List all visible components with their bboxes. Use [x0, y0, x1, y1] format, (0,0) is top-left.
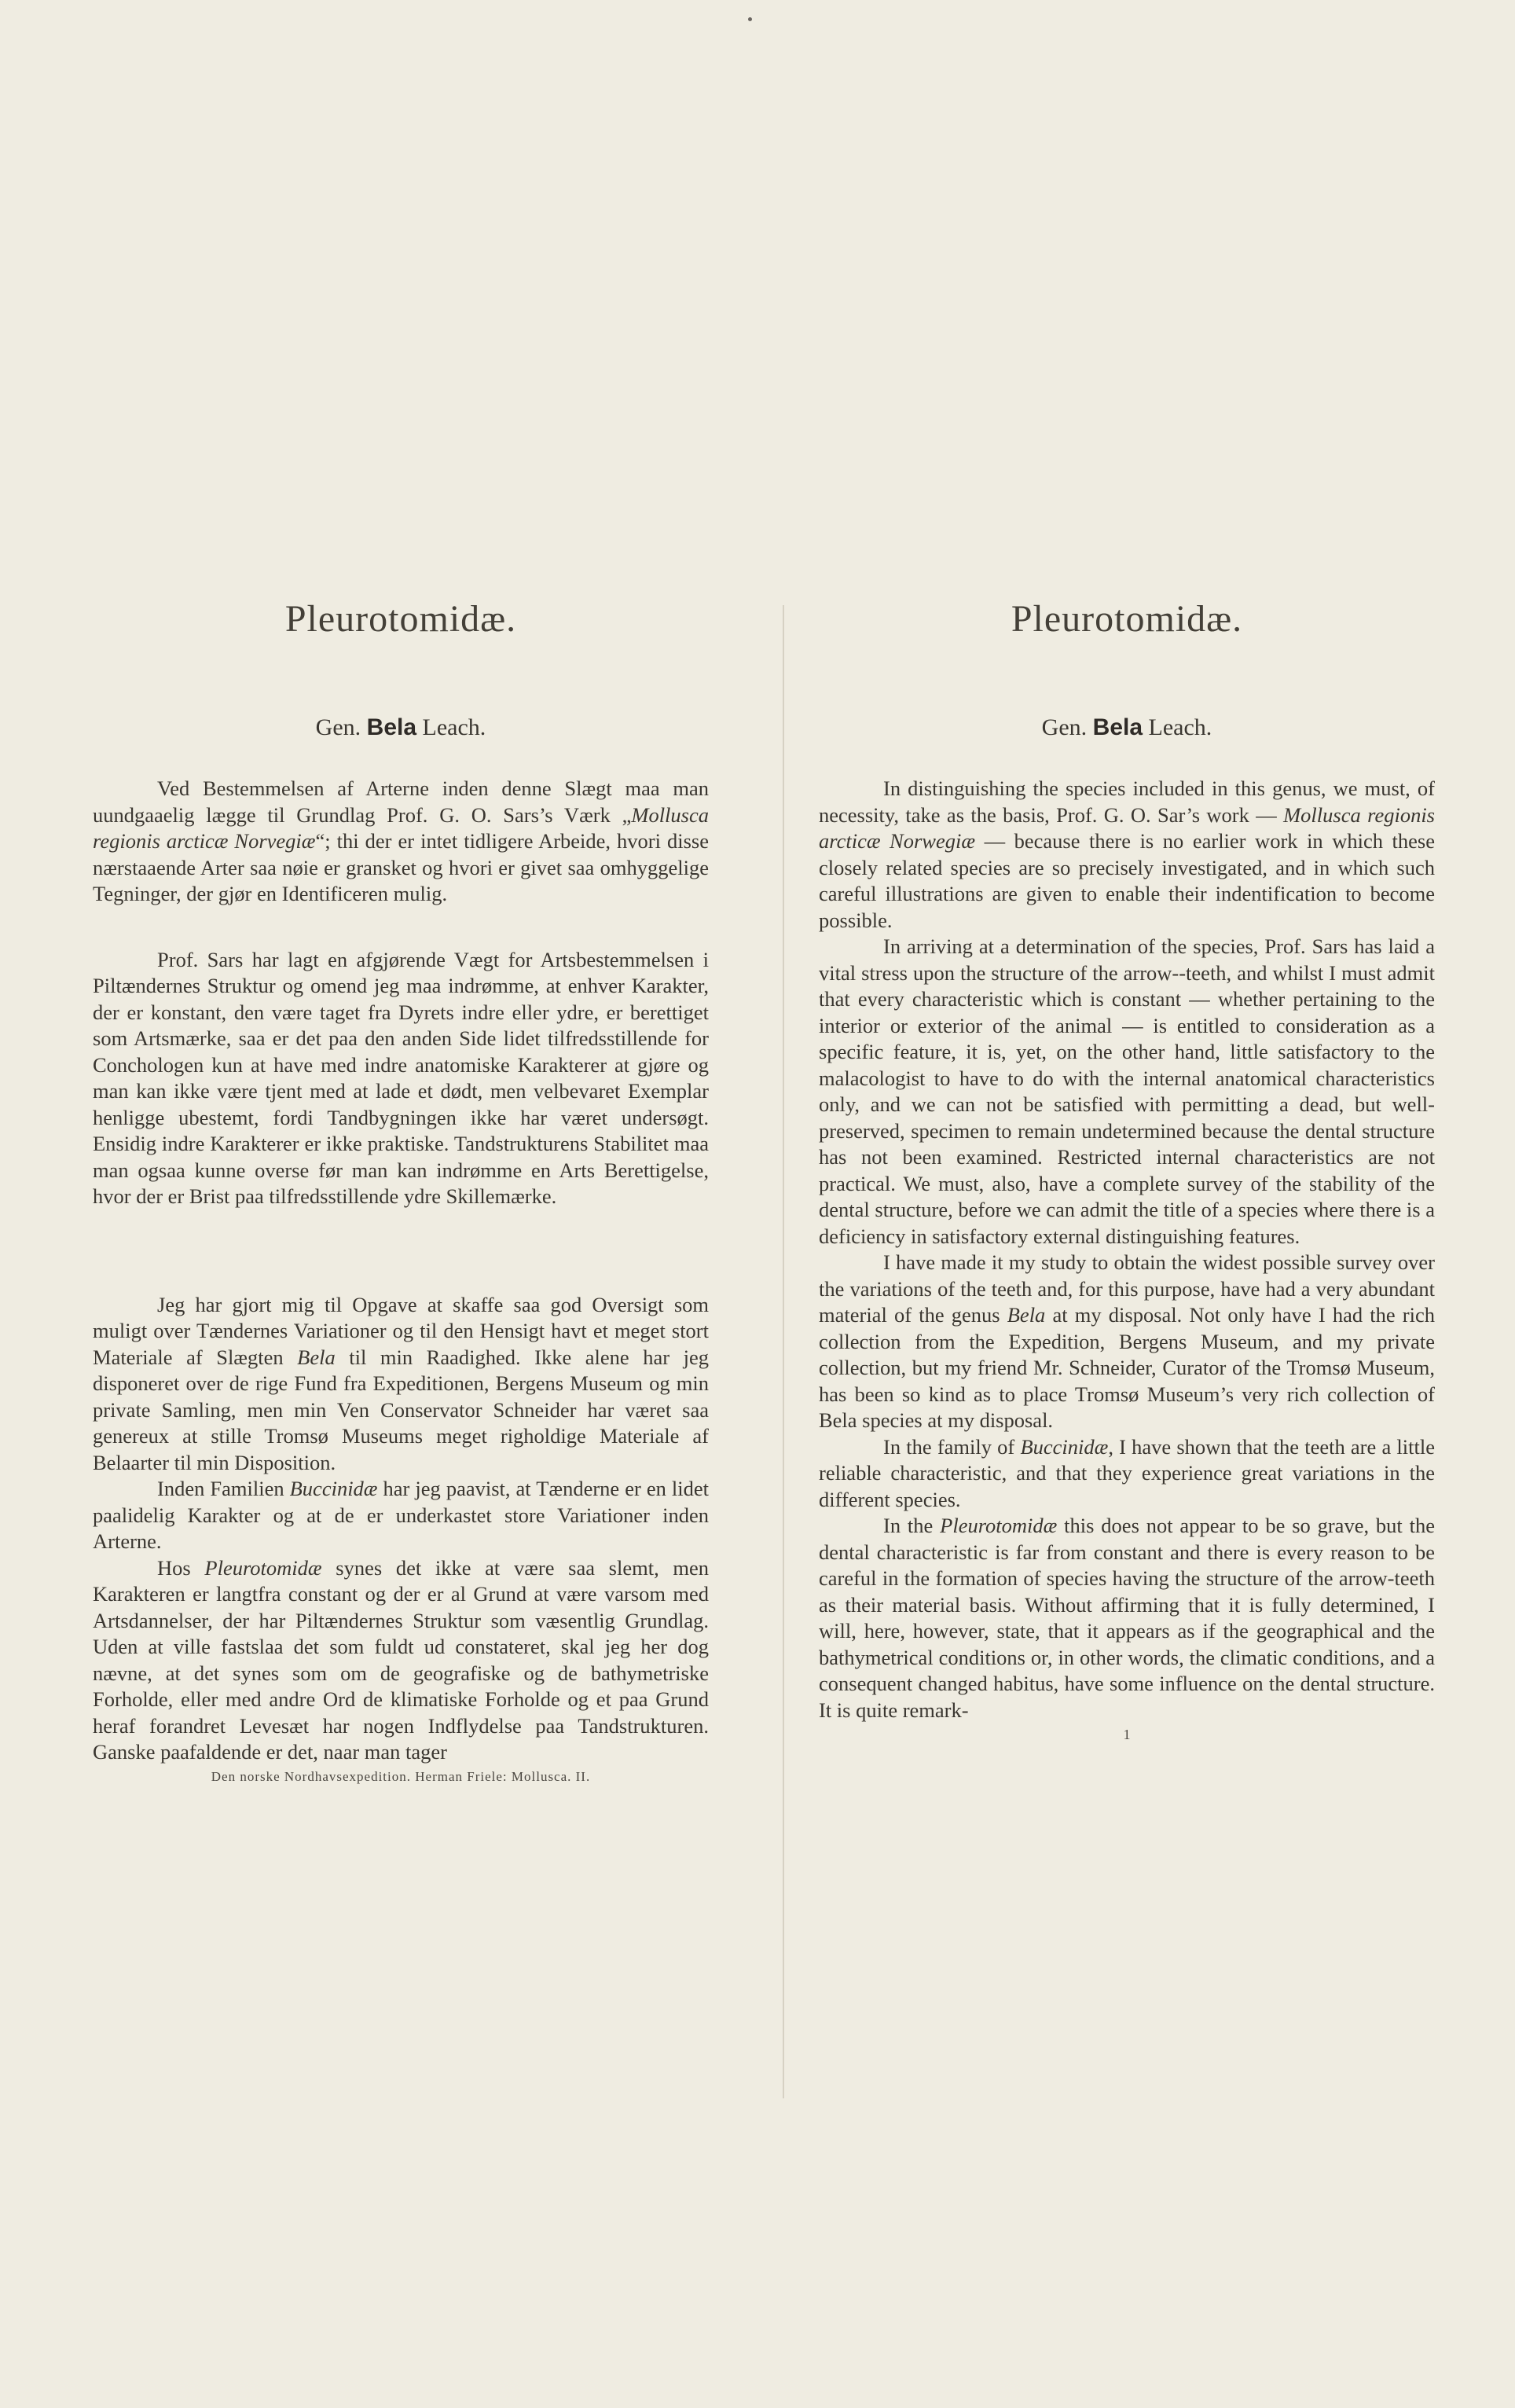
right-column-english [819, 597, 1435, 1743]
text-run: this does not appear to be so grave, but the dental characteristic is far from constant and there is every reason to be careful in the formation of species having the structure of the arrow-teeth as their material basis. Without affirming that it is fully determined, I will, here, however, state, that it appears as if the geographical and the bathymetrical conditions or, in other words, the climatic conditions, and a consequent changed habitus, have some influence on the dental structure. It is quite remark- [819, 1514, 1435, 1722]
text-run: at my disposal. Not only have I had the rich collection from the Expedition, Bergens Museum, and my private collection, but my friend Mr. Schneider, Curator of the Tromsø Museum, has been so kind as to place Tromsø Museum’s very rich collection of Bela species at my disposal. [819, 1303, 1435, 1432]
italic-term: Bela [1007, 1303, 1046, 1327]
genus-heading [93, 714, 709, 741]
italic-term: Mollusca regionis arcticæ Norvegiæ [93, 802, 709, 853]
page-dot [748, 17, 752, 21]
column-divider [783, 605, 784, 2098]
genus-heading [819, 714, 1435, 741]
text-run: — because there is no earlier work in which these closely related species are so precisely investigated, and in which such careful illustrations are given to enable their indentification to become possible. [819, 829, 1436, 932]
paragraph [819, 776, 1435, 934]
genus-prefix: Gen. [1041, 714, 1088, 740]
paragraph [93, 1555, 709, 1766]
italic-term: Pleurotomidæ [940, 1514, 1058, 1537]
section-title: Pleurotomidæ. [1011, 598, 1243, 640]
text-run: Prof. Sars har lagt en afgjørende Vægt for Artsbestemmelsen i Piltændernes Struktur og omend jeg maa indrømme, at enhver Karakter, der er konstant, den være taget fra Dyrets indre eller ydre, er berettiget som Artsmærke, saa er det paa den anden Side lidet tilfredsstillende for Conchologen kun at have med indre anatomiske Karakterer at gjøre og man kan ikke være tjent med at lade et dødt, men velbevaret Exemplar henligge ubestemt, fordi Tandbygningen ikke har været undersøgt. Ensidig indre Karakterer er ikke praktiske. Tandstrukturens Stabilitet maa man ogsaa kunne overse før man kan indrømme en Arts Berettigelse, hvor der er Brist paa tilfredsstillende ydre Skillemærke. [93, 947, 709, 1208]
paragraph [93, 776, 709, 908]
italic-term: Bela [297, 1345, 336, 1369]
text-run: til min Raadighed. Ikke alene har jeg disponeret over de rige Fund fra Expeditionen, Bergens Museum og min private Samling, men min Ven Conservator Schneider har været saa genereux at stille Tromsø Museums meget righoldige Materiale af Belaarter til min Disposition. [93, 1345, 709, 1474]
paragraph [819, 1513, 1435, 1723]
paragraph [93, 1292, 709, 1477]
paragraph [93, 947, 709, 1210]
text-run: In the family of [883, 1434, 1021, 1459]
text-run: Inden Familien [157, 1477, 290, 1500]
italic-term: Buccinidæ [1020, 1434, 1109, 1459]
page-footer: Den norske Nordhavsexpedition. Herman Friele: Mollusca. II. [211, 1768, 591, 1784]
text-run: har jeg paavist, at Tænderne er en lidet paalidelig Karakter og at de er underkastet store Variationer inden Arterne. [93, 1477, 709, 1553]
paragraph [819, 1434, 1435, 1514]
genus-author: Leach. [1148, 714, 1212, 740]
paragraph [819, 934, 1435, 1250]
genus-name: Bela [366, 714, 417, 740]
paragraph [93, 1476, 709, 1555]
text-run: In distinguishing the species included in this genus, we must, of necessity, take as the basis, Prof. G. O. Sar’s work — [819, 776, 1435, 827]
section-title: Pleurotomidæ. [284, 598, 517, 640]
text-run: I have made it my study to obtain the widest possible survey over the variations of the teeth and, for this purpose, have had a very abundant material of the genus [819, 1250, 1435, 1327]
text-run: , I have shown that the teeth are a little reliable characteristic, and that they experience great variations in the different species. [819, 1434, 1435, 1511]
paragraph [819, 1250, 1435, 1434]
italic-term: Pleurotomidæ [204, 1555, 322, 1580]
text-run: Ved Bestemmelsen af Arterne inden denne Slægt maa man uundgaaelig lægge til Grundlag Prof. G. O. Sars’s Værk „ [93, 776, 709, 827]
genus-author: Leach. [422, 714, 486, 740]
italic-term: Buccinidæ [289, 1477, 378, 1500]
text-run: “; thi der er intet tidligere Arbeide, hvori disse nærstaaende Arter saa nøie er gransket og hvori er givet saa omhyggelige Tegninger, der gjør en Identificeren mulig. [93, 829, 710, 905]
left-column-norwegian [93, 597, 709, 1785]
italic-term: Mollusca regionis arcticæ Norwegiæ [819, 802, 1435, 853]
text-run: synes det ikke at være saa slemt, men Karakteren er langtfra constant og der er al Grund at være varsom med Artsdannelser, der har Piltændernes Struktur som væsentlig Grundlag. Uden at ville fastslaa det som fuldt ud constateret, skal jeg her dog nævne, at det synes som om de geografiske og de bathymetriske Forholde, eller med andre Ord de klimatiske Forholde og et paa Grund heraf forandret Levesæt har nogen Indflydelse paa Tandstrukturen. Ganske paafaldende er det, naar man tager [93, 1555, 710, 1764]
genus-prefix: Gen. [315, 714, 361, 740]
text-run: Hos [157, 1555, 205, 1580]
page-number: 1 [1123, 1727, 1131, 1742]
text-run: In the [883, 1514, 941, 1537]
text-run: Jeg har gjort mig til Opgave at skaffe saa god Oversigt som muligt over Tændernes Variationer og til den Hensigt havt et meget stort Materiale af Slægten [93, 1292, 709, 1369]
text-run: In arriving at a determination of the species, Prof. Sars has laid a vital stress upon the structure of the arrow--teeth, and whilst I must admit that every characteristic which is constant — whether pertaining to the interior or exterior of the animal — is entitled to consideration as a specific feature, it is, yet, on the other hand, little satisfactory to the malacologist to have to do with the internal anatomical characteristics only, and we can not be satisfied with permitting a dead, but well-preserved, specimen to remain undetermined because the dental structure has not been examined. Restricted internal characteristics are not practical. We must, also, have a complete survey of the stability of the dental structure, before we can admit the title of a species where there is a deficiency in satisfactory external distinguishing features. [819, 934, 1435, 1248]
genus-name: Bela [1092, 714, 1143, 740]
